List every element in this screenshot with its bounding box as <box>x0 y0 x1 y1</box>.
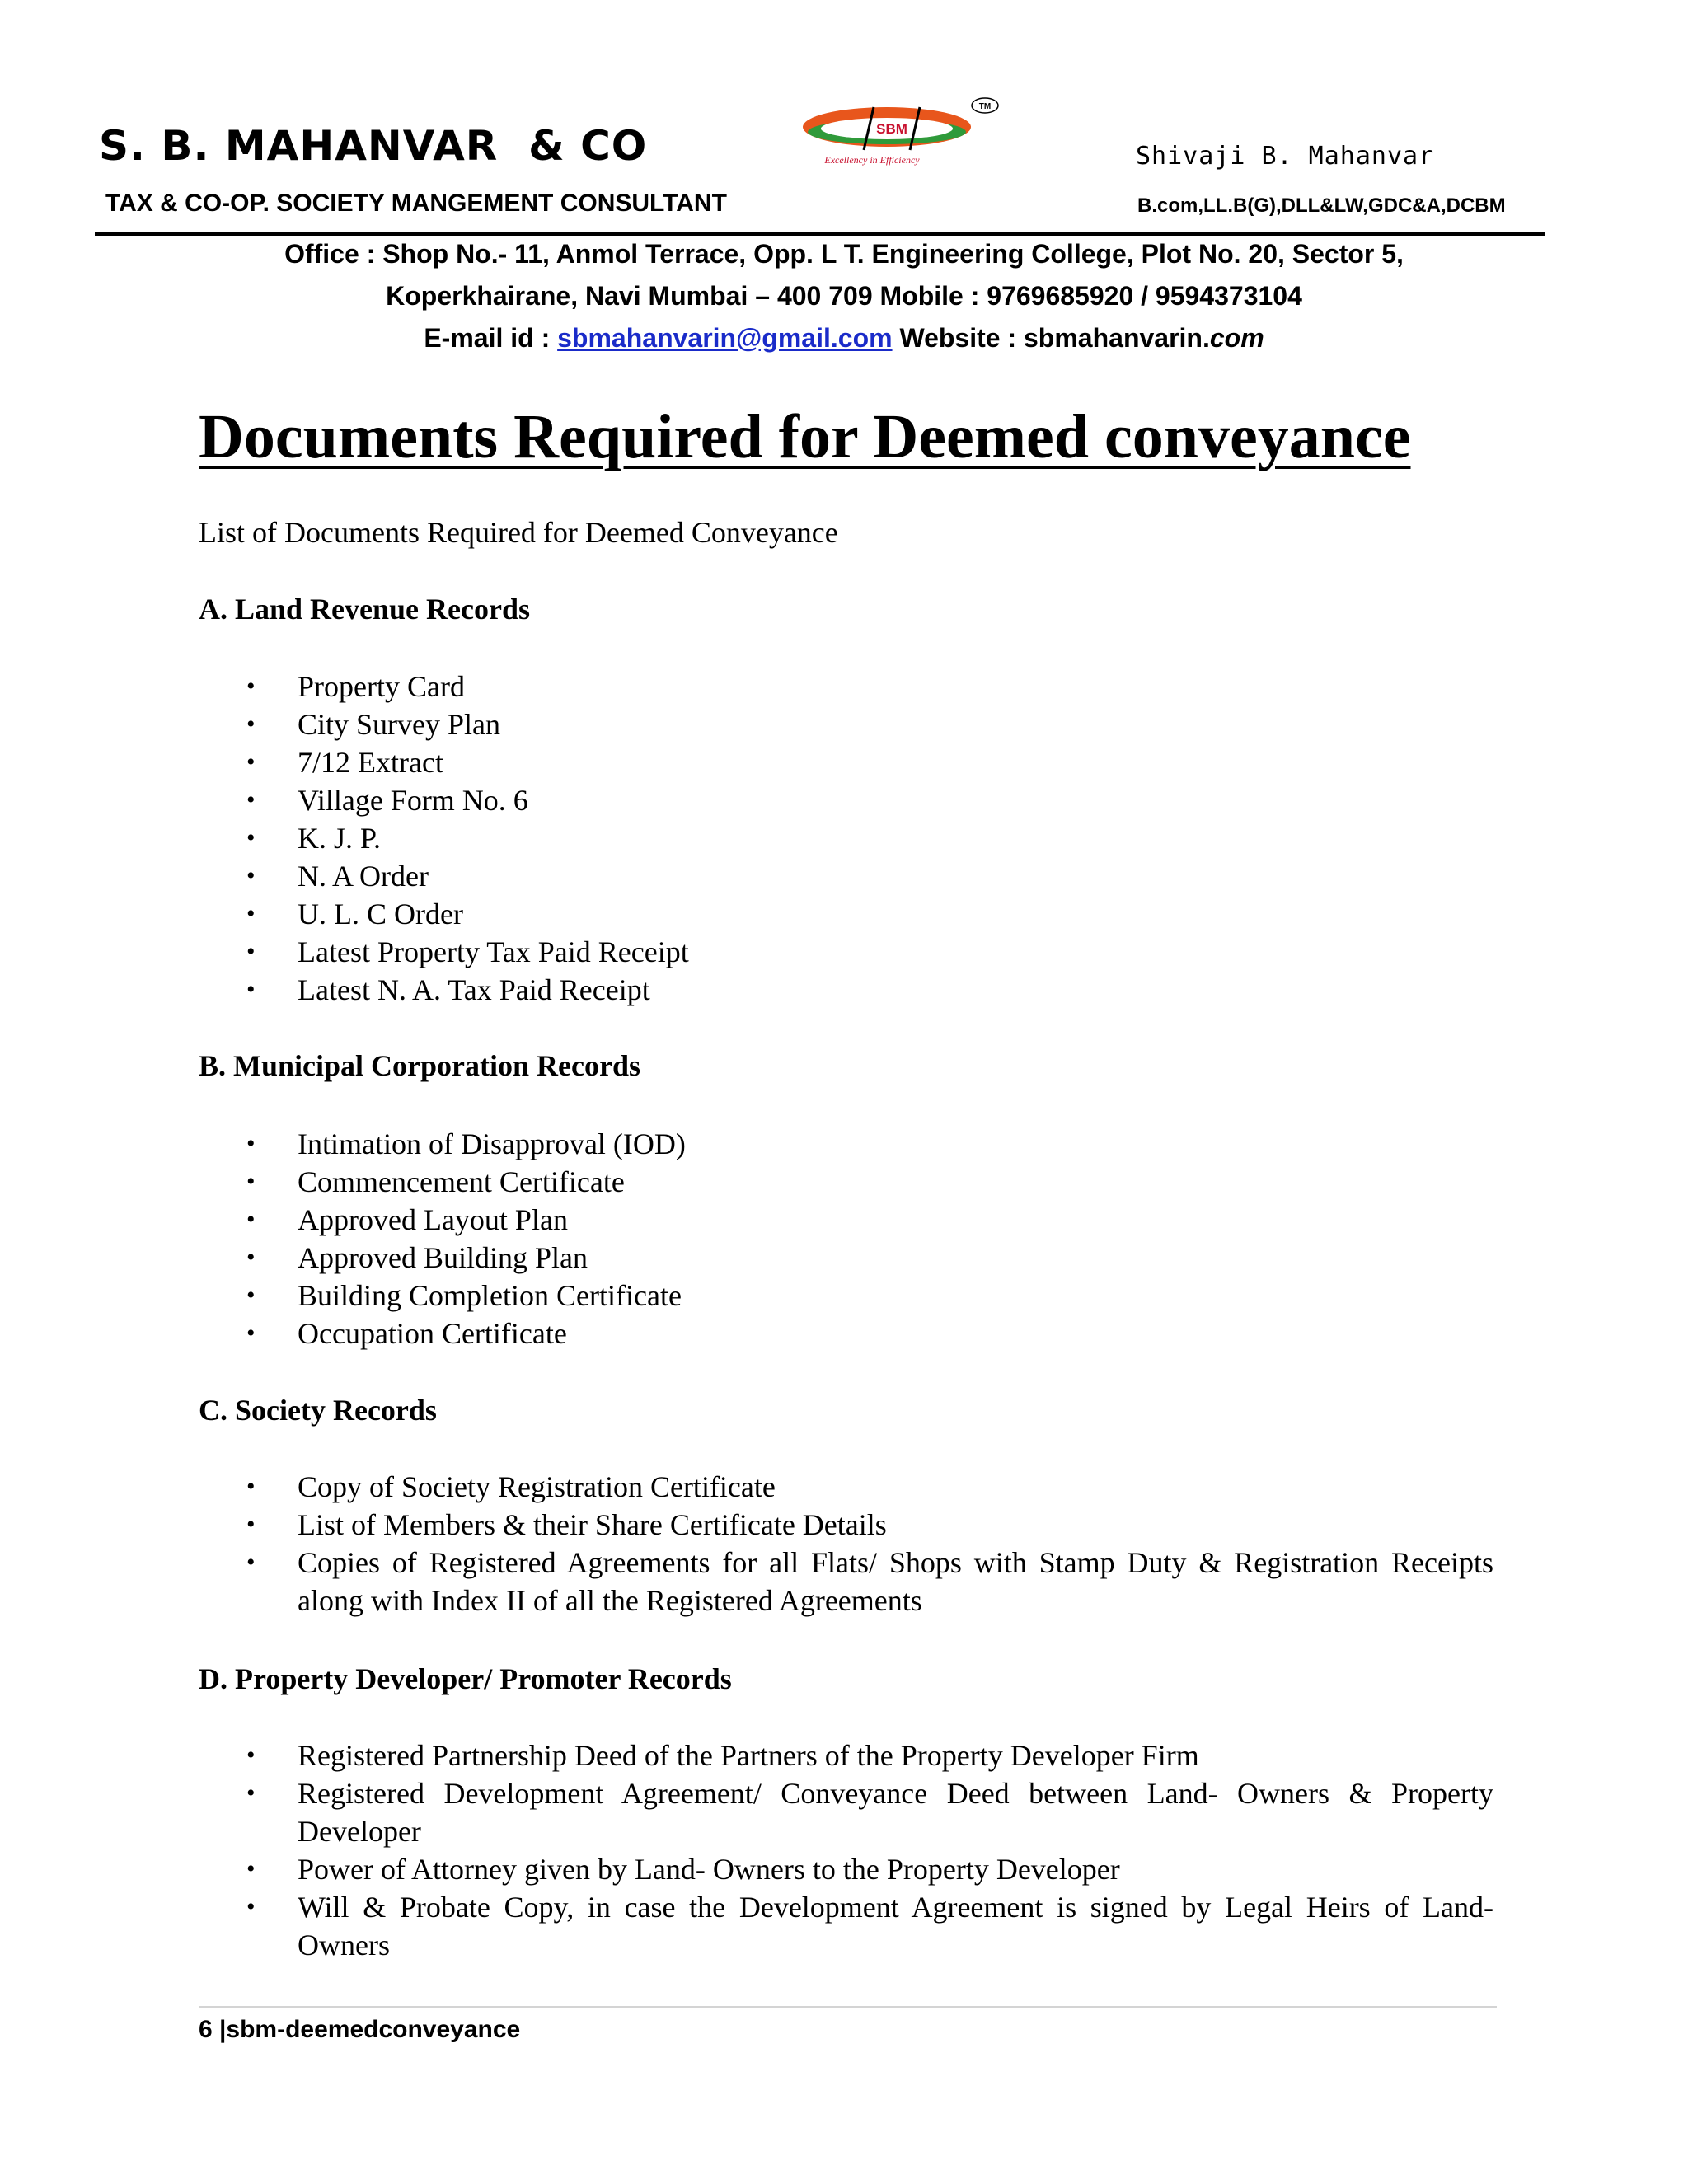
list-item <box>199 1277 1493 1315</box>
bullet-icon: • <box>246 824 256 851</box>
list-item-text: List of Members & their Share Certificate Details <box>298 1508 887 1541</box>
sbm-logo-graphic <box>798 96 1004 170</box>
trademark-text: TM <box>978 102 992 111</box>
bullet-icon: • <box>246 862 256 889</box>
list-item <box>199 971 1493 1009</box>
list-item-text: Building Completion Certificate <box>298 1279 682 1312</box>
list-item-text: Approved Layout Plan <box>298 1203 568 1236</box>
list-item-text: U. L. C Order <box>298 898 463 930</box>
logo-slogan: Excellency in Efficiency <box>824 154 920 166</box>
list-item-text: Occupation Certificate <box>298 1317 567 1350</box>
bullet-icon: • <box>246 976 256 1003</box>
section-heading-municipal: B. Municipal Corporation Records <box>199 1049 640 1082</box>
bullet-icon: • <box>246 1893 256 1920</box>
document-intro: List of Documents Required for Deemed Conveyance <box>199 516 838 549</box>
section-heading-society: C. Society Records <box>199 1394 437 1427</box>
bullet-icon: • <box>246 1244 256 1271</box>
email-label: E-mail id : <box>424 323 558 353</box>
bullet-icon: • <box>246 938 256 965</box>
list-item-text: K. J. P. <box>298 822 382 855</box>
bullet-icon: • <box>246 1473 256 1500</box>
land-revenue-list <box>199 668 1493 1009</box>
office-address-line: Office : Shop No.- 11, Anmol Terrace, Opp. L T. Engineering College, Plot No. 20, Sector 5, <box>284 239 1404 269</box>
bullet-icon: • <box>246 1319 256 1347</box>
firm-name: S. B. MAHANVAR & CO <box>99 122 648 170</box>
bullet-icon: • <box>246 1741 256 1769</box>
firm-tagline: TAX & CO-OP. SOCIETY MANGEMENT CONSULTANT <box>106 190 727 217</box>
list-item-text: Registered Partnership Deed of the Partners of the Property Developer Firm <box>298 1739 1199 1772</box>
list-item <box>199 705 1493 743</box>
list-item <box>199 1544 1493 1619</box>
list-item <box>199 895 1493 933</box>
list-item <box>199 819 1493 857</box>
society-records-list <box>199 1468 1493 1619</box>
list-item-text: Village Form No. 6 <box>298 784 528 817</box>
document-title: Documents Required for Deemed conveyance <box>199 402 1411 471</box>
bullet-icon: • <box>246 1282 256 1309</box>
list-item <box>199 857 1493 895</box>
bullet-icon: • <box>246 1206 256 1233</box>
list-item <box>199 1506 1493 1544</box>
list-item <box>199 1774 1493 1850</box>
list-item <box>199 1850 1493 1888</box>
logo-text: SBM <box>876 121 907 137</box>
website-label: Website : sbmahanvarin. <box>892 323 1210 353</box>
list-item <box>199 743 1493 781</box>
list-item-text: City Survey Plan <box>298 708 501 741</box>
list-item-text: Power of Attorney given by Land- Owners to the Property Developer <box>298 1853 1120 1886</box>
list-item <box>199 1125 1493 1163</box>
bullet-icon: • <box>246 1779 256 1807</box>
bullet-icon: • <box>246 1168 256 1195</box>
bullet-icon: • <box>246 1511 256 1538</box>
list-item-text: 7/12 Extract <box>298 746 443 779</box>
list-item <box>199 1315 1493 1352</box>
address-mobile-line: Koperkhairane, Navi Mumbai – 400 709 Mobile : 9769685920 / 9594373104 <box>386 281 1302 311</box>
list-item-text: N. A Order <box>298 860 429 893</box>
bullet-icon: • <box>246 786 256 813</box>
sbm-logo <box>798 96 1004 170</box>
list-item <box>199 1163 1493 1201</box>
section-heading-developer: D. Property Developer/ Promoter Records <box>199 1662 732 1695</box>
list-item <box>199 1888 1493 1964</box>
bullet-icon: • <box>246 1855 256 1882</box>
list-item <box>199 781 1493 819</box>
footer-divider <box>199 2006 1497 2008</box>
list-item-text: Registered Development Agreement/ Conveyance Deed between Land- Owners & Property Developer <box>298 1777 1493 1848</box>
list-item-text: Will & Probate Copy, in case the Development Agreement is signed by Legal Heirs of Land- Owners <box>298 1891 1493 1961</box>
proprietor-name: Shivaji B. Mahanvar <box>1136 142 1435 171</box>
proprietor-qualifications: B.com,LL.B(G),DLL&LW,GDC&A,DCBM <box>1137 194 1506 217</box>
municipal-records-list <box>199 1125 1493 1352</box>
list-item-text: Approved Building Plan <box>298 1241 588 1274</box>
section-heading-land-revenue: A. Land Revenue Records <box>199 593 530 626</box>
email-link[interactable]: sbmahanvarin@gmail.com <box>557 323 893 353</box>
page-footer: 6 |sbm-deemedconveyance <box>199 2016 521 2043</box>
bullet-icon: • <box>246 673 256 700</box>
bullet-icon: • <box>246 1130 256 1157</box>
bullet-icon: • <box>246 748 256 776</box>
list-item <box>199 933 1493 971</box>
bullet-icon: • <box>246 900 256 927</box>
list-item <box>199 668 1493 705</box>
list-item-text: Copies of Registered Agreements for all Flats/ Shops with Stamp Duty & Registration Receipts along with Index II of all the Registered Agreements <box>298 1546 1493 1617</box>
bullet-icon: • <box>246 1549 256 1576</box>
email-website-line <box>0 323 1688 354</box>
header-divider <box>95 232 1545 236</box>
list-item-text: Latest Property Tax Paid Receipt <box>298 935 689 968</box>
website-tld: com <box>1209 323 1264 353</box>
list-item-text: Property Card <box>298 670 465 703</box>
bullet-icon: • <box>246 710 256 738</box>
list-item <box>199 1239 1493 1277</box>
list-item <box>199 1201 1493 1239</box>
list-item <box>199 1736 1493 1774</box>
list-item-text: Commencement Certificate <box>298 1165 625 1198</box>
developer-records-list <box>199 1736 1493 1964</box>
list-item-text: Latest N. A. Tax Paid Receipt <box>298 973 650 1006</box>
list-item-text: Intimation of Disapproval (IOD) <box>298 1127 686 1160</box>
list-item <box>199 1468 1493 1506</box>
list-item-text: Copy of Society Registration Certificate <box>298 1470 776 1503</box>
